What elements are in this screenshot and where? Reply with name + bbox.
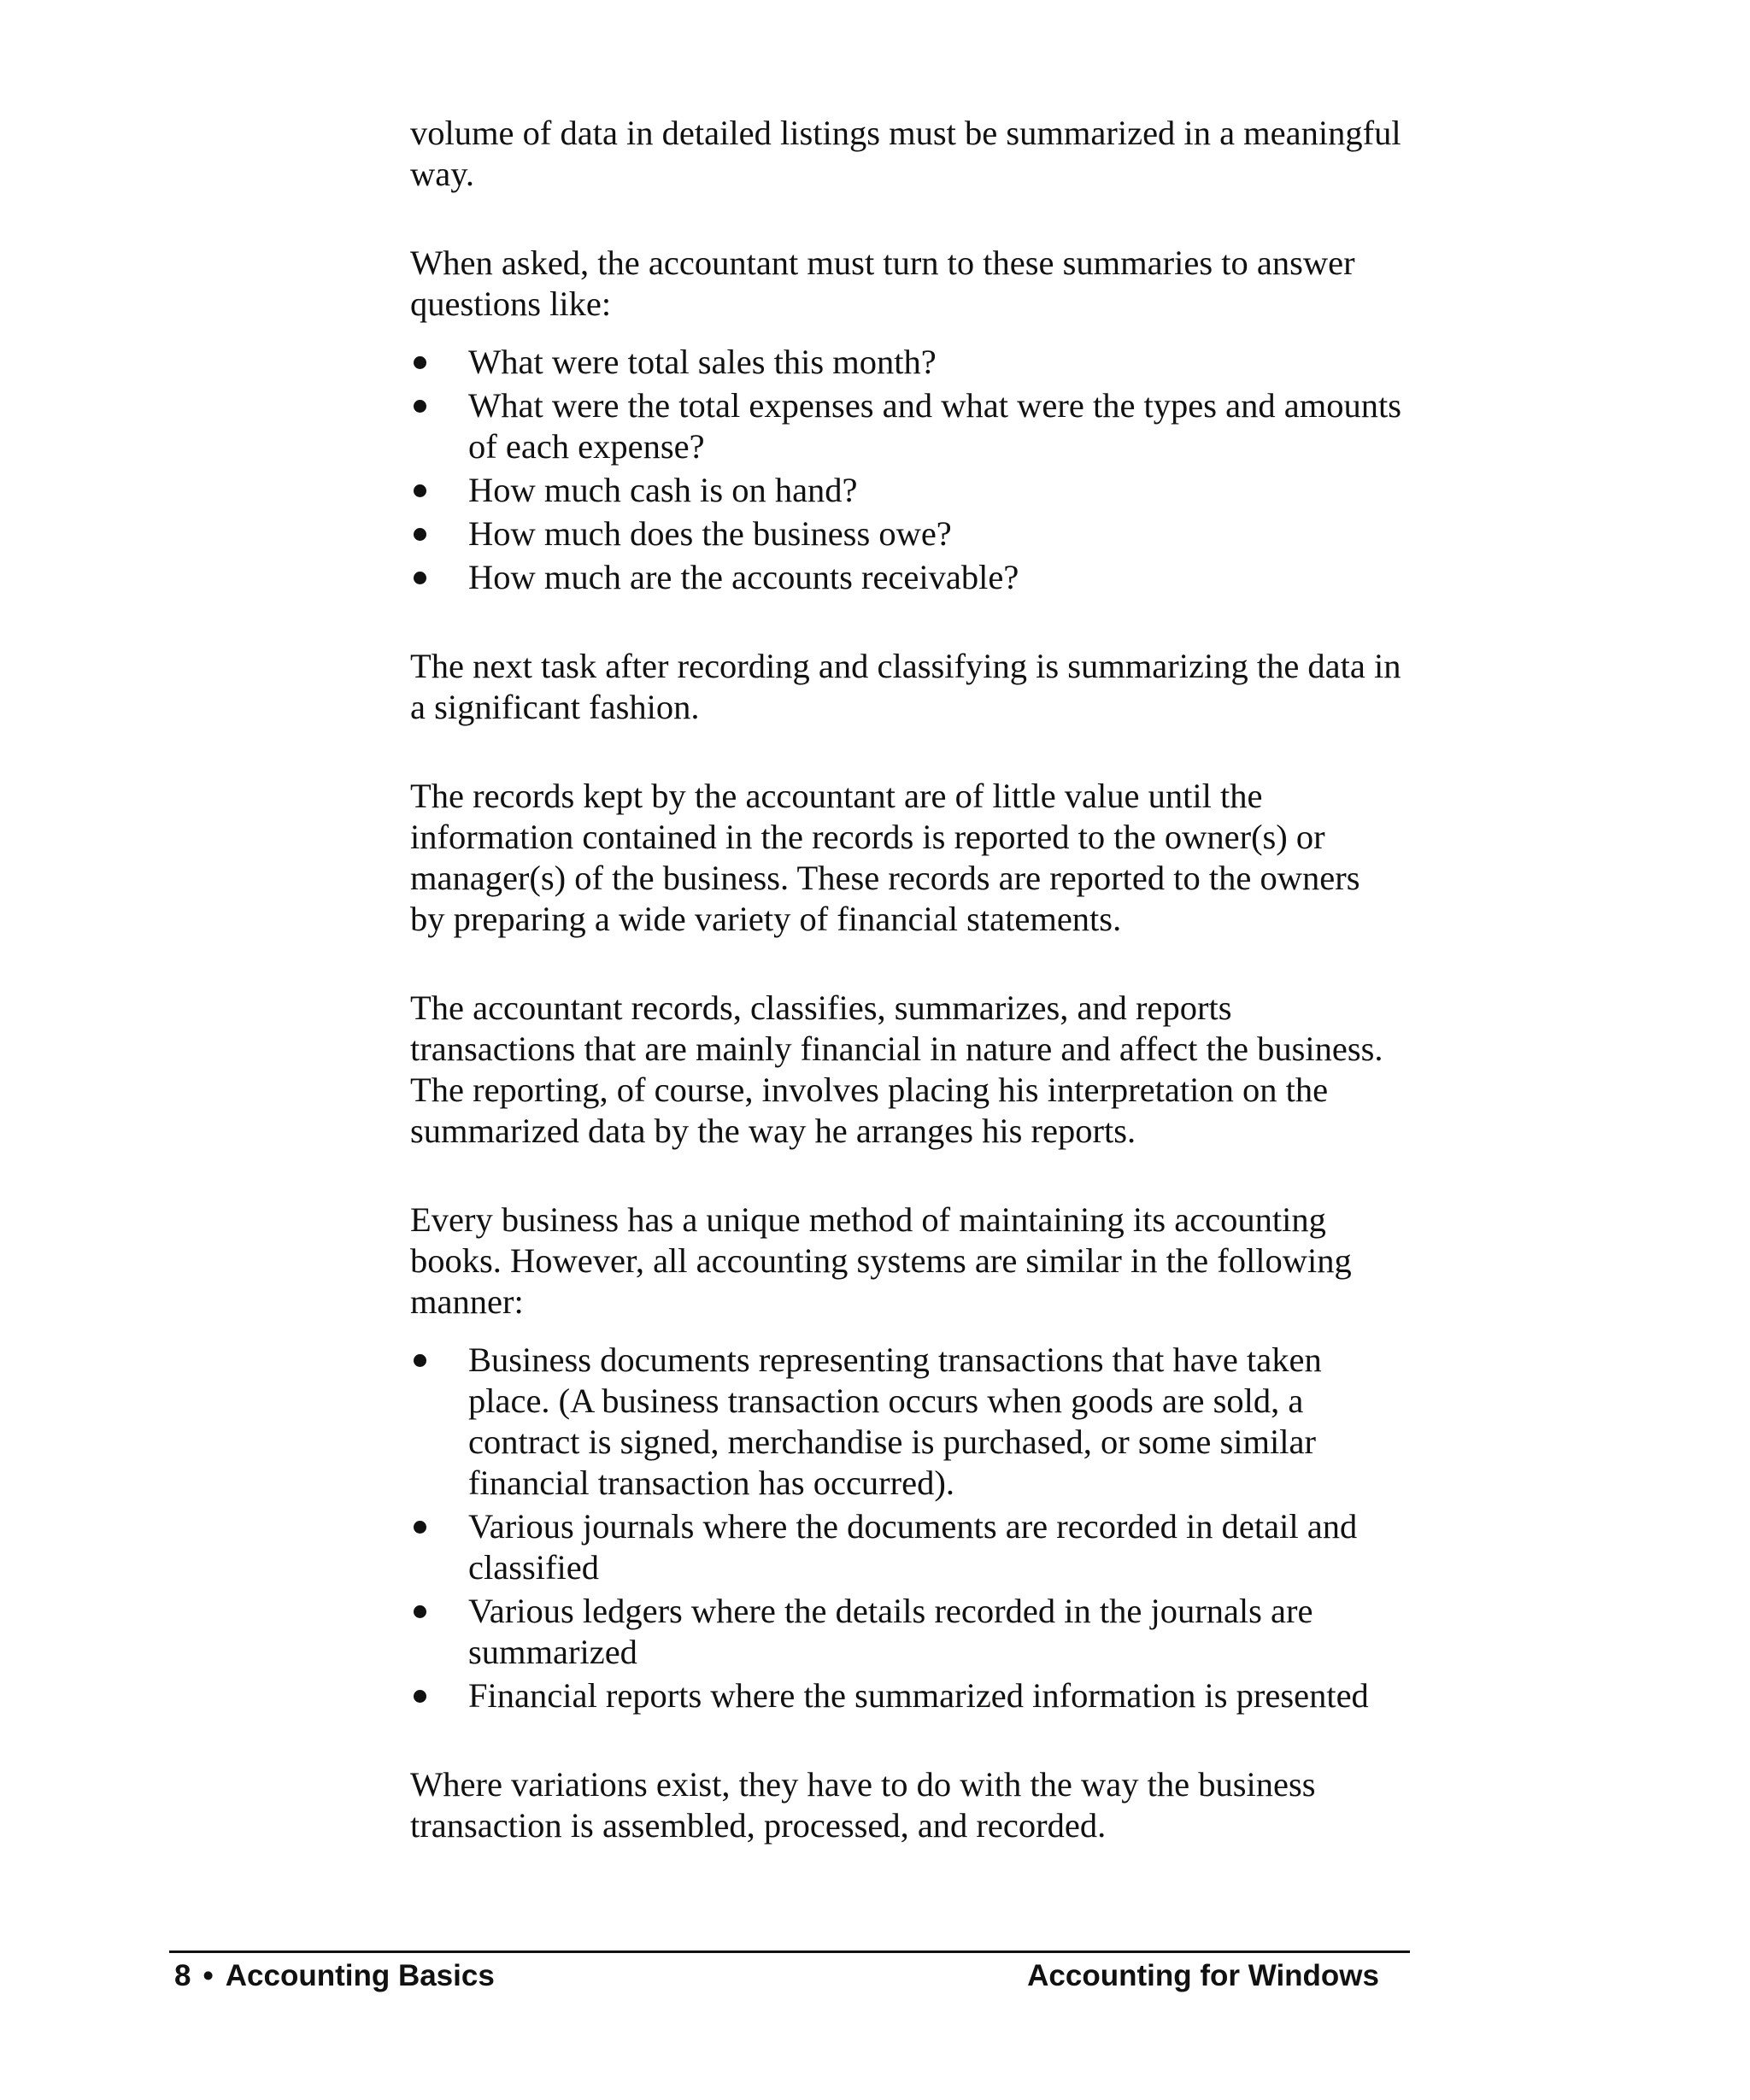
list-item bbox=[410, 342, 1401, 383]
bullet-list bbox=[410, 1340, 1401, 1716]
footer-rule bbox=[169, 1950, 1410, 1953]
list-item bbox=[410, 1591, 1401, 1673]
footer-left bbox=[174, 1957, 495, 1995]
bullet-icon bbox=[414, 356, 426, 369]
list-item bbox=[410, 470, 1401, 511]
list-item-text: Financial reports where the summarized information is presented bbox=[468, 1676, 1369, 1715]
page-number: 8 bbox=[174, 1959, 191, 1992]
paragraph: The records kept by the accountant are of little value until the information contained in the records is reported to the owner(s) or manager(s) of the business. These records are reported to the owners by preparing a wide variety of financial statements. bbox=[410, 777, 1360, 938]
bullet-icon bbox=[414, 1690, 426, 1703]
paragraph: The accountant records, classifies, summarizes, and reports transactions that are mainly financial in nature and affect the business. The reporting, of course, involves placing his interpretation on the summarized data by the way he arranges his reports. bbox=[410, 988, 1383, 1150]
paragraph: volume of data in detailed listings must be summarized in a meaningful way. bbox=[410, 114, 1401, 193]
book-title: Accounting for Windows bbox=[1027, 1959, 1379, 1992]
bullet-icon bbox=[414, 572, 426, 584]
bullet-icon bbox=[414, 528, 426, 541]
list-item bbox=[410, 557, 1401, 598]
bullet-icon bbox=[414, 1605, 426, 1618]
list-item-text: What were the total expenses and what were the types and amounts of each expense? bbox=[468, 386, 1401, 466]
list-item-text: Various journals where the documents are recorded in detail and classified bbox=[468, 1507, 1358, 1587]
list-item bbox=[410, 1340, 1401, 1504]
paragraph: The next task after recording and classifying is summarizing the data in a significant fashion. bbox=[410, 647, 1401, 726]
list-item-text: Various ledgers where the details recorded in the journals are summarized bbox=[468, 1592, 1313, 1671]
bullet-icon bbox=[414, 484, 426, 497]
paragraph: Where variations exist, they have to do with the way the business transaction is assembled, processed, and recorded. bbox=[410, 1765, 1316, 1845]
footer-separator: • bbox=[203, 1959, 214, 1992]
chapter-title: Accounting Basics bbox=[225, 1959, 495, 1992]
bullet-icon bbox=[414, 1354, 426, 1367]
list-item-text: What were total sales this month? bbox=[468, 343, 937, 381]
bullet-icon bbox=[414, 400, 426, 413]
list-item-text: How much cash is on hand? bbox=[468, 471, 858, 509]
list-item-text: Business documents representing transactions that have taken place. (A business transaction occurs when goods are sold, a contract is signed, merchandise is purchased, or some similar financial transaction has occurred). bbox=[468, 1340, 1322, 1502]
bullet-list bbox=[410, 342, 1401, 598]
body-text bbox=[410, 113, 1401, 1894]
list-item bbox=[410, 513, 1401, 554]
paragraph: Every business has a unique method of maintaining its accounting books. However, all accounting systems are similar in the following manner: bbox=[410, 1200, 1352, 1321]
list-item-text: How much does the business owe? bbox=[468, 514, 952, 553]
list-item bbox=[410, 1506, 1401, 1588]
paragraph: When asked, the accountant must turn to these summaries to answer questions like: bbox=[410, 243, 1355, 323]
list-item bbox=[410, 1675, 1401, 1716]
list-item-text: How much are the accounts receivable? bbox=[468, 558, 1019, 596]
bullet-icon bbox=[414, 1521, 426, 1534]
list-item bbox=[410, 385, 1401, 467]
